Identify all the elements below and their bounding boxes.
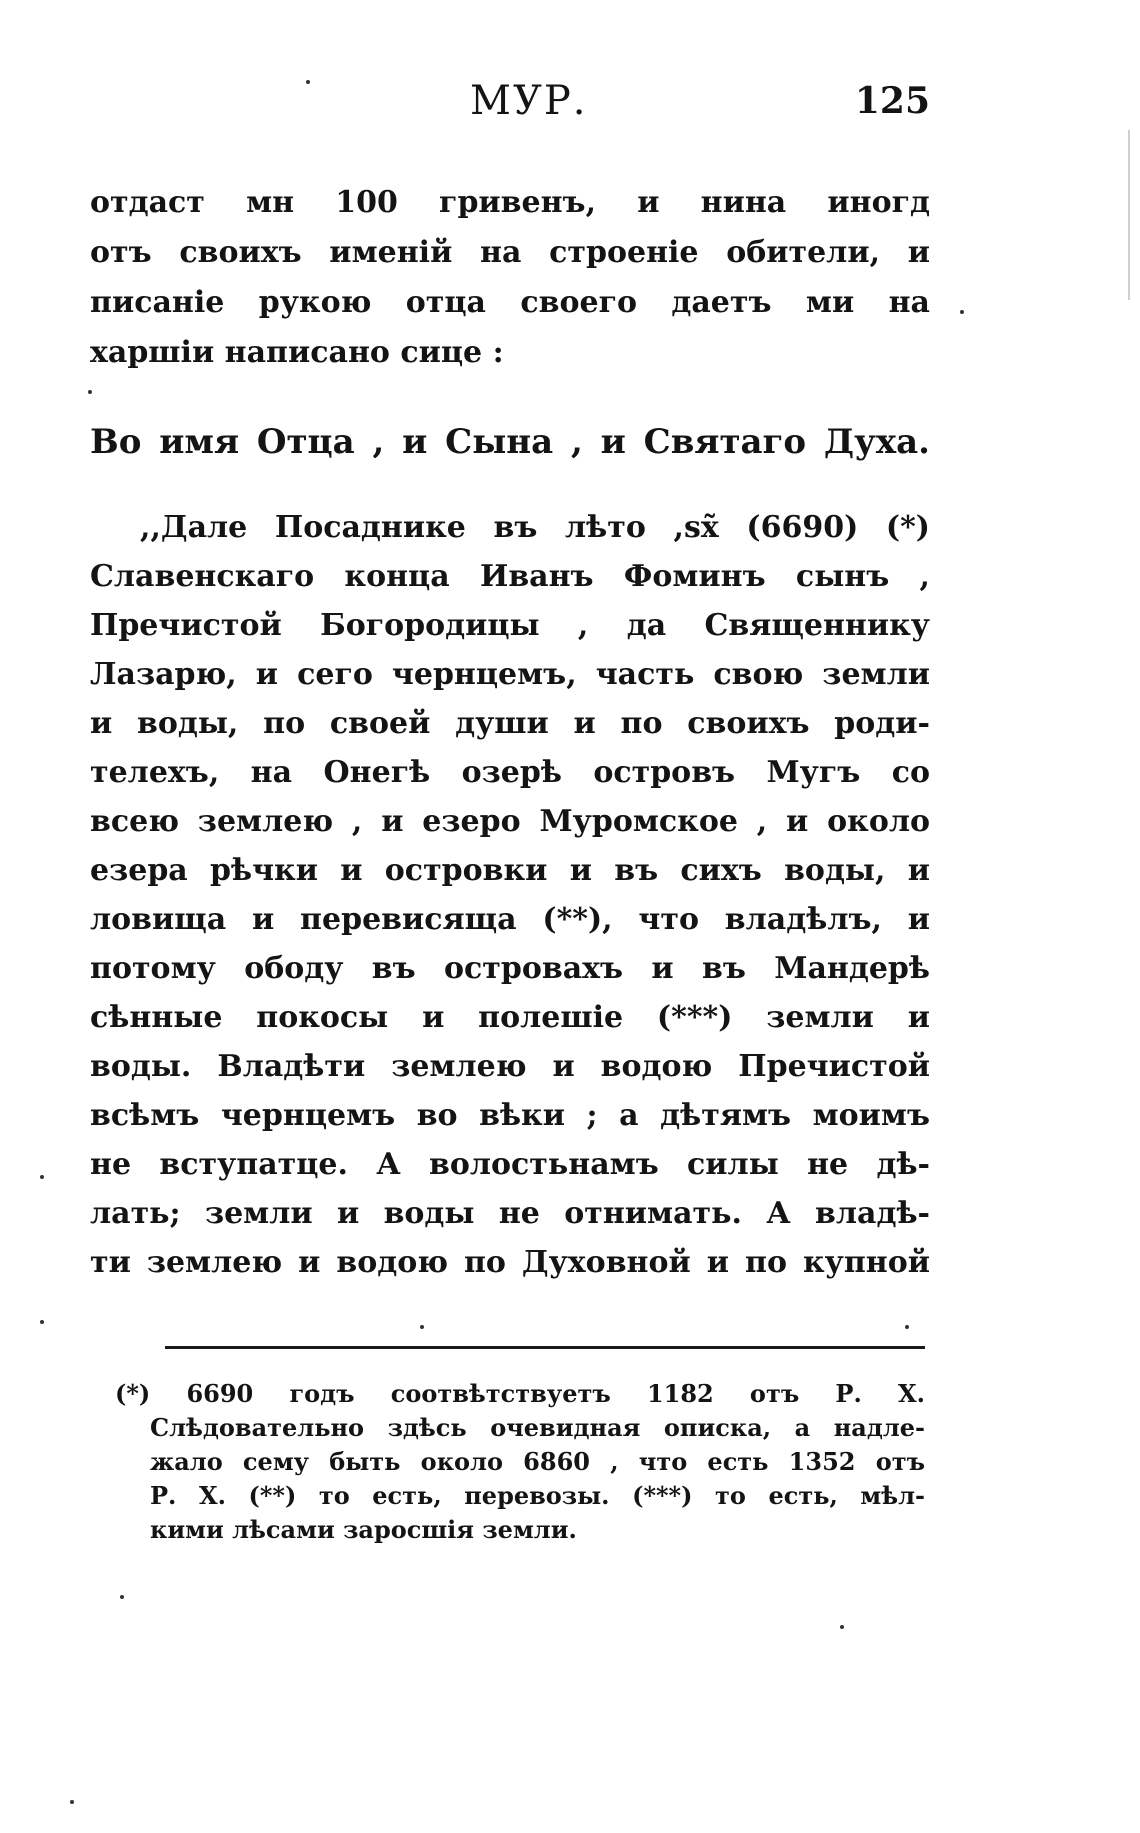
text-line: ,,Дале Посаднике въ лѣто ,sx̃ (6690) (*) — [140, 510, 930, 545]
text-line: писаніе рукою отца своего даетъ ми на — [90, 285, 930, 320]
footnote-line: Р. Х. (**) то есть, перевозы. (***) то есть, мѣл- — [150, 1481, 925, 1510]
section-heading: Во имя Отца , и Сына , и Святаго Духа. — [90, 422, 930, 462]
page-edge-shadow — [1128, 130, 1130, 300]
footnote-rule — [165, 1346, 925, 1349]
text-line: телехъ, на Онегѣ озерѣ островъ Мугъ со — [90, 755, 930, 790]
text-line: лать; земли и воды не отнимать. А владѣ- — [90, 1196, 930, 1231]
scan-speck — [88, 390, 92, 394]
scan-speck — [40, 1320, 44, 1324]
text-line: сѣнные покосы и полешіе (***) земли и — [90, 1000, 930, 1035]
running-title: МУР. — [470, 78, 588, 124]
text-line: отдаст мн 100 гривенъ, и нина иногд — [90, 185, 930, 220]
scan-speck — [960, 310, 964, 314]
scan-speck — [840, 1625, 844, 1629]
footnote-line: Слѣдовательно здѣсь очевидная описка, а надле- — [150, 1413, 925, 1442]
text-line: всѣмъ чернцемъ во вѣки ; а дѣтямъ моимъ — [90, 1098, 930, 1133]
text-line: Славенскаго конца Иванъ Фоминъ сынъ , — [90, 559, 930, 594]
scan-speck — [905, 1325, 909, 1329]
text-line: ти землею и водою по Духовной и по купной — [90, 1245, 930, 1280]
text-line: харшіи написано сице : — [90, 335, 504, 370]
text-line: всею землею , и езеро Муромское , и около — [90, 804, 930, 839]
footnote-line: кими лѣсами заросшія земли. — [150, 1515, 577, 1544]
footnote-line: (*) 6690 годъ соотвѣтствуетъ 1182 отъ Р. Х. — [115, 1379, 925, 1408]
text-line: отъ своихъ именій на строеніе обители, и — [90, 235, 930, 270]
page-number: 125 — [854, 80, 930, 122]
scan-speck — [40, 1175, 44, 1179]
text-line: езера рѣчки и островки и въ сихъ воды, и — [90, 853, 930, 888]
text-line: Лазарю, и сего чернцемъ, часть свою земли — [90, 657, 930, 692]
text-line: Пречистой Богородицы , да Священнику — [90, 608, 930, 643]
scan-speck — [70, 1800, 74, 1804]
text-line: не вступатце. А волостьнамъ силы не дѣ- — [90, 1147, 930, 1182]
scan-speck — [120, 1595, 124, 1599]
scan-speck — [420, 1325, 424, 1329]
text-line: воды. Владѣти землею и водою Пречистой — [90, 1049, 930, 1084]
footnote-line: жало сему быть около 6860 , что есть 1352 отъ — [150, 1447, 925, 1476]
scan-speck — [306, 80, 310, 84]
text-line: потому ободу въ островахъ и въ Мандерѣ — [90, 951, 930, 986]
text-line: ловища и перевисяща (**), что владѣлъ, и — [90, 902, 930, 937]
running-head — [90, 78, 930, 138]
text-line: и воды, по своей души и по своихъ роди- — [90, 706, 930, 741]
